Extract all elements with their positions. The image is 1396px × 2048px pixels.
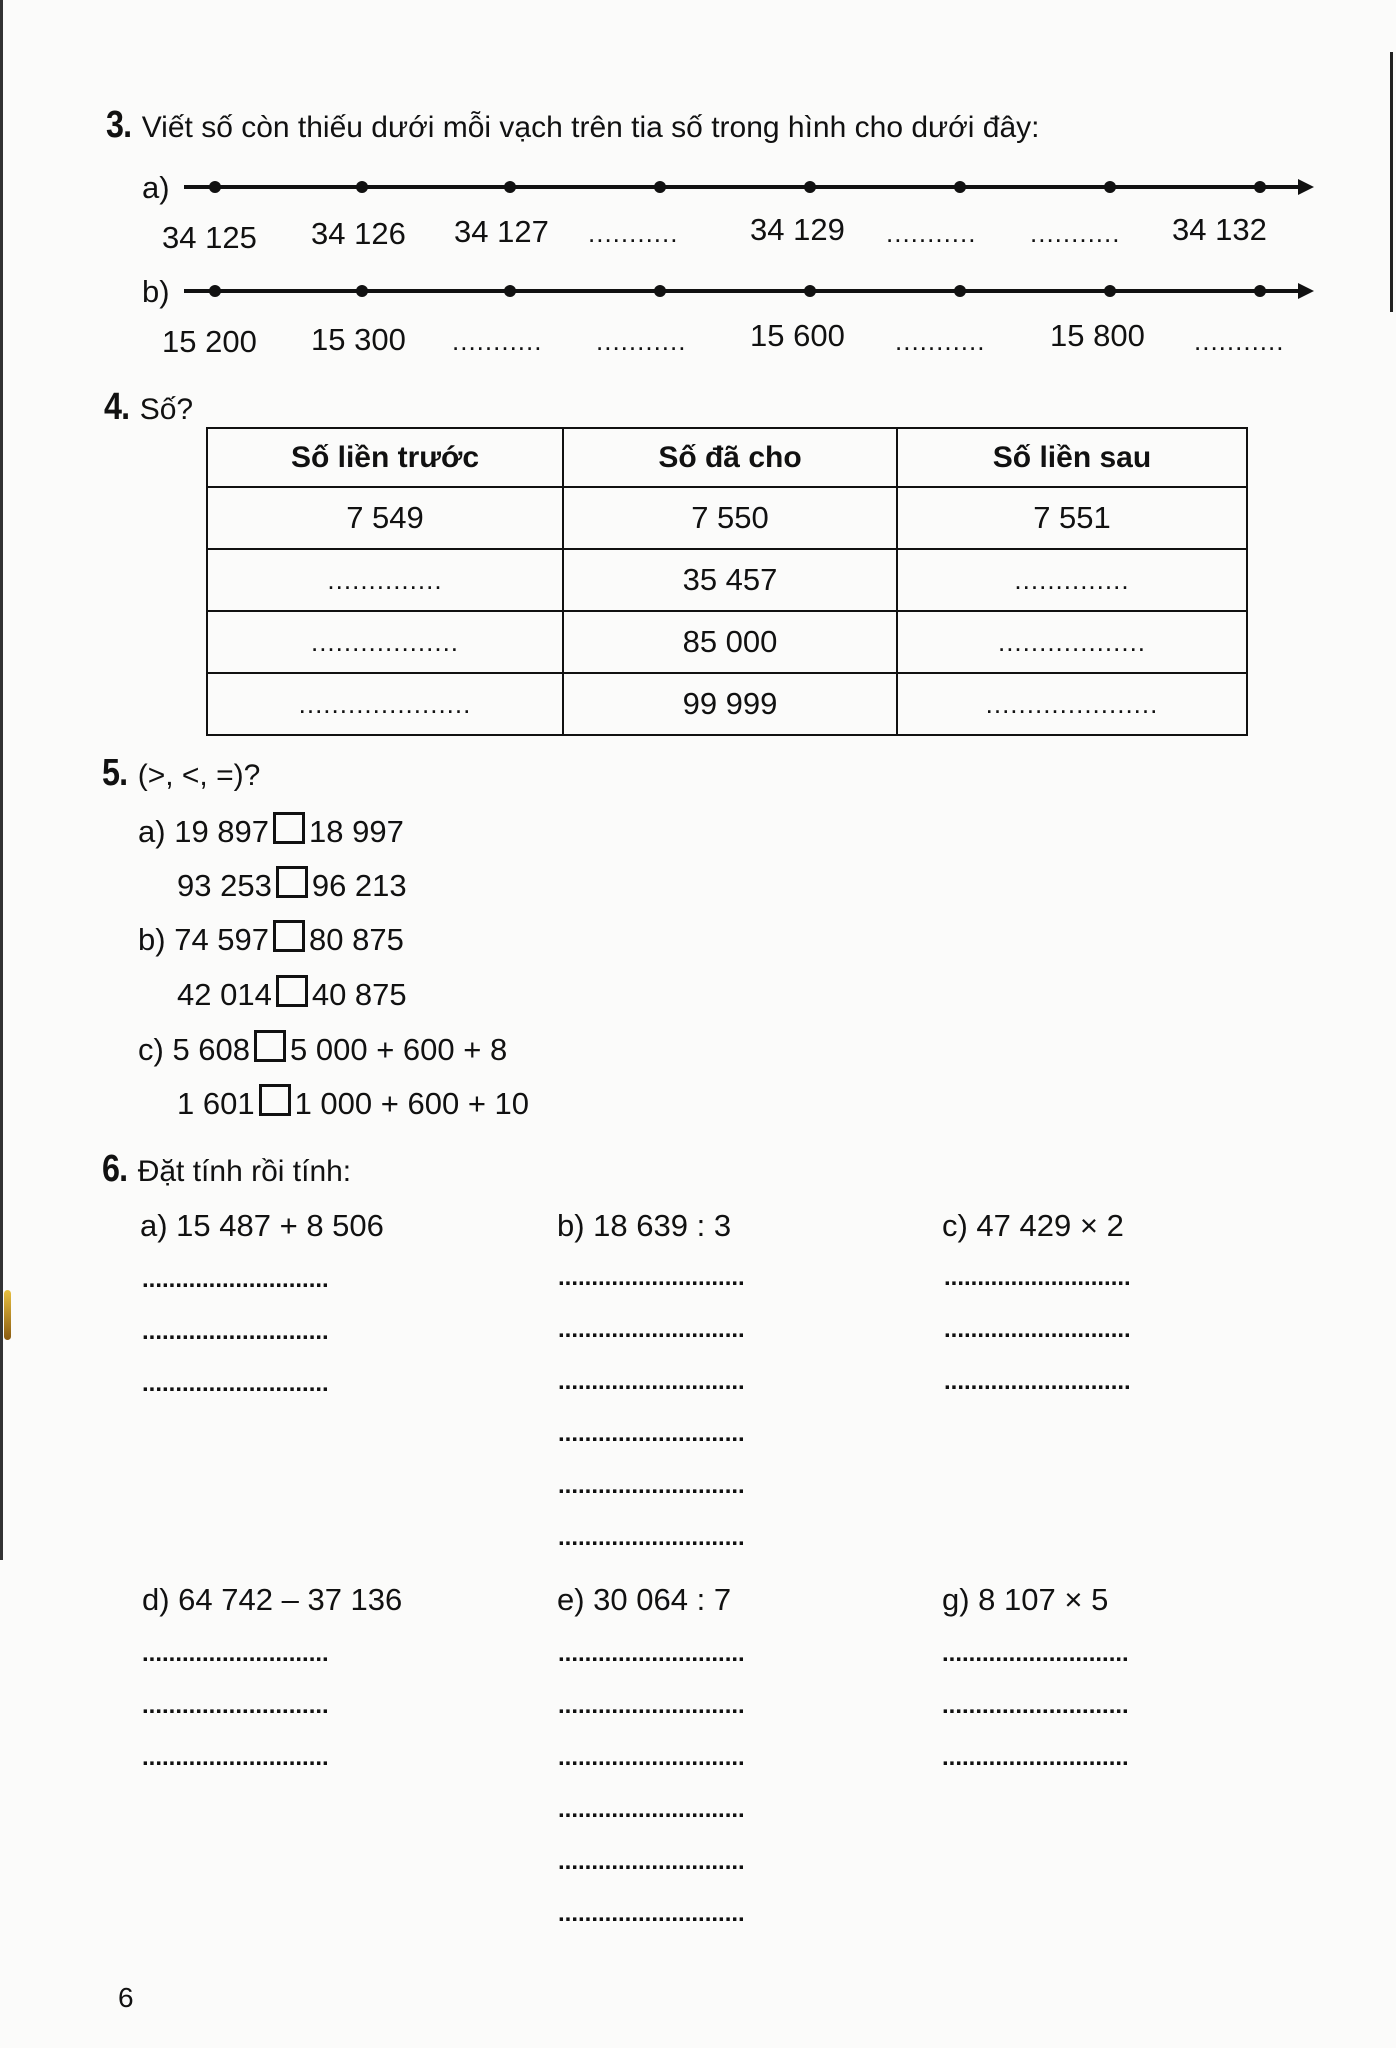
tick-dot — [504, 285, 516, 297]
answer-line[interactable]: ............................ — [558, 1640, 745, 1667]
q3-heading — [106, 104, 1039, 147]
answer-line[interactable]: ............................ — [558, 1264, 745, 1291]
page-edge-left — [0, 0, 3, 1560]
q5-left: 74 597 — [174, 922, 270, 957]
q3a-number-line — [184, 185, 1299, 189]
q5-left: 5 608 — [172, 1032, 251, 1067]
q3a-blank[interactable]: ........... — [1030, 218, 1121, 248]
answer-box[interactable] — [276, 866, 308, 898]
q3a-tick-label: 34 125 — [162, 220, 257, 255]
q3b-blank[interactable]: ........... — [452, 326, 543, 356]
q5-item-label: b) — [138, 922, 166, 957]
q5-left: 1 601 — [177, 1086, 255, 1121]
table-blank-cell[interactable]: ..................... — [207, 673, 563, 735]
q6-problem-b: b) 18 639 : 3 — [557, 1208, 732, 1243]
tick-dot — [209, 181, 221, 193]
tick-dot — [804, 285, 816, 297]
page-stain — [4, 1290, 11, 1340]
q4-number: 4. — [104, 386, 130, 428]
answer-line[interactable]: ............................ — [142, 1744, 329, 1771]
tick-dot — [504, 181, 516, 193]
q3a-blank[interactable]: ........... — [886, 218, 977, 248]
q3b-tick-label: 15 300 — [311, 322, 406, 357]
q5-item — [177, 866, 407, 904]
table-blank-cell[interactable]: .................. — [207, 611, 563, 673]
q6-problem-d: d) 64 742 – 37 136 — [142, 1582, 403, 1617]
table-blank-cell[interactable]: .................. — [897, 611, 1247, 673]
tick-dot — [654, 181, 666, 193]
answer-line[interactable]: ............................ — [942, 1692, 1129, 1719]
q4-text: Số? — [139, 393, 194, 426]
tick-dot — [1254, 181, 1266, 193]
q5-item — [138, 1030, 507, 1068]
answer-line[interactable]: ............................ — [942, 1640, 1129, 1667]
q3b-tick-label: 15 800 — [1050, 318, 1145, 353]
answer-line[interactable]: ............................ — [558, 1524, 745, 1551]
q3a-tick-label: 34 126 — [311, 216, 406, 251]
q5-right: 18 997 — [309, 814, 404, 849]
tick-dot — [654, 285, 666, 297]
page-number: 6 — [118, 1982, 134, 2013]
q3b-tick-label: 15 200 — [162, 324, 257, 359]
q6-problem-a: a) 15 487 + 8 506 — [140, 1208, 384, 1243]
table-blank-cell[interactable]: ..................... — [897, 673, 1247, 735]
answer-box[interactable] — [273, 812, 305, 844]
q6-problem-c: c) 47 429 × 2 — [942, 1208, 1124, 1243]
q5-left: 19 897 — [174, 814, 270, 849]
answer-line[interactable]: ............................ — [558, 1420, 745, 1447]
tick-dot — [804, 181, 816, 193]
table-blank-cell[interactable]: .............. — [897, 549, 1247, 611]
tick-dot — [356, 285, 368, 297]
q5-item — [177, 975, 407, 1013]
table-row — [207, 487, 1247, 549]
q3b-blank[interactable]: ........... — [895, 326, 986, 356]
answer-line[interactable]: ............................ — [944, 1368, 1131, 1395]
arrow-right-icon — [1298, 283, 1314, 299]
q3b-tick-label: 15 600 — [750, 318, 845, 353]
q5-text: (>, <, =)? — [137, 759, 261, 792]
q5-right: 1 000 + 600 + 10 — [294, 1086, 530, 1121]
table-header-row — [207, 428, 1247, 487]
answer-line[interactable]: ............................ — [558, 1848, 745, 1875]
q5-item-label: a) — [138, 814, 166, 849]
table-header: Số liền sau — [897, 428, 1247, 487]
table-cell: 85 000 — [563, 611, 897, 673]
q5-left: 42 014 — [177, 977, 272, 1012]
answer-line[interactable]: ............................ — [558, 1368, 745, 1395]
q6-heading — [102, 1148, 351, 1191]
q3b-blank[interactable]: ........... — [596, 326, 687, 356]
answer-box[interactable] — [259, 1084, 291, 1116]
q5-item — [177, 1084, 529, 1122]
q6-problem-e: e) 30 064 : 7 — [557, 1582, 732, 1617]
q5-right: 96 213 — [311, 868, 407, 903]
answer-box[interactable] — [273, 920, 305, 952]
tick-dot — [209, 285, 221, 297]
table-cell: 7 550 — [563, 487, 897, 549]
tick-dot — [1104, 181, 1116, 193]
answer-line[interactable]: ............................ — [142, 1692, 329, 1719]
q5-right: 5 000 + 600 + 8 — [290, 1032, 508, 1067]
answer-line[interactable]: ............................ — [942, 1744, 1129, 1771]
table-cell: 35 457 — [563, 549, 897, 611]
q6-number: 6. — [102, 1148, 128, 1190]
q4-table — [206, 427, 1248, 736]
tick-dot — [1254, 285, 1266, 297]
q5-right: 40 875 — [311, 977, 407, 1012]
table-header: Số liền trước — [207, 428, 563, 487]
q5-item-label: c) — [138, 1032, 164, 1067]
q3a-tick-label: 34 127 — [454, 214, 549, 249]
tick-dot — [954, 285, 966, 297]
answer-line[interactable]: ............................ — [558, 1744, 745, 1771]
q5-number: 5. — [102, 752, 128, 794]
q5-item — [138, 812, 404, 850]
q3a-tick-label: 34 132 — [1172, 212, 1267, 247]
answer-line[interactable]: ............................ — [142, 1370, 329, 1397]
answer-line[interactable]: ............................ — [558, 1900, 745, 1927]
answer-line[interactable]: ............................ — [944, 1316, 1131, 1343]
answer-box[interactable] — [276, 975, 308, 1007]
tick-dot — [954, 181, 966, 193]
answer-line[interactable]: ............................ — [558, 1796, 745, 1823]
table-cell: 7 549 — [207, 487, 563, 549]
tick-dot — [1104, 285, 1116, 297]
table-cell: 7 551 — [897, 487, 1247, 549]
answer-box[interactable] — [254, 1030, 286, 1062]
arrow-right-icon — [1298, 179, 1314, 195]
answer-line[interactable]: ............................ — [142, 1640, 329, 1667]
answer-line[interactable]: ............................ — [944, 1264, 1131, 1291]
q3a-blank[interactable]: ........... — [588, 218, 679, 248]
q6-text: Đặt tính rồi tính: — [137, 1155, 352, 1188]
table-cell: 99 999 — [563, 673, 897, 735]
tick-dot — [356, 181, 368, 193]
table-row — [207, 611, 1247, 673]
table-blank-cell[interactable]: .............. — [207, 549, 563, 611]
q3a-tick-label: 34 129 — [750, 212, 845, 247]
q3b-number-line — [184, 289, 1299, 293]
q3-text: Viết số còn thiếu dưới mỗi vạch trên tia số trong hình cho dưới đây: — [141, 111, 1040, 144]
q6-problem-g: g) 8 107 × 5 — [942, 1582, 1109, 1617]
table-row — [207, 673, 1247, 735]
q3b-label: b) — [142, 274, 170, 309]
q5-left: 93 253 — [177, 868, 272, 903]
answer-line[interactable]: ............................ — [142, 1266, 329, 1293]
q5-right: 80 875 — [309, 922, 404, 957]
q5-heading — [102, 752, 260, 795]
answer-line[interactable]: ............................ — [558, 1692, 745, 1719]
q4-heading — [104, 386, 193, 429]
q5-item — [138, 920, 404, 958]
q3-number: 3. — [106, 104, 132, 146]
q3a-label: a) — [142, 170, 170, 205]
q3b-blank[interactable]: ........... — [1194, 326, 1285, 356]
answer-line[interactable]: ............................ — [558, 1472, 745, 1499]
table-row — [207, 549, 1247, 611]
page-edge-right — [1390, 52, 1393, 312]
answer-line[interactable]: ............................ — [142, 1318, 329, 1345]
table-header: Số đã cho — [563, 428, 897, 487]
answer-line[interactable]: ............................ — [558, 1316, 745, 1343]
